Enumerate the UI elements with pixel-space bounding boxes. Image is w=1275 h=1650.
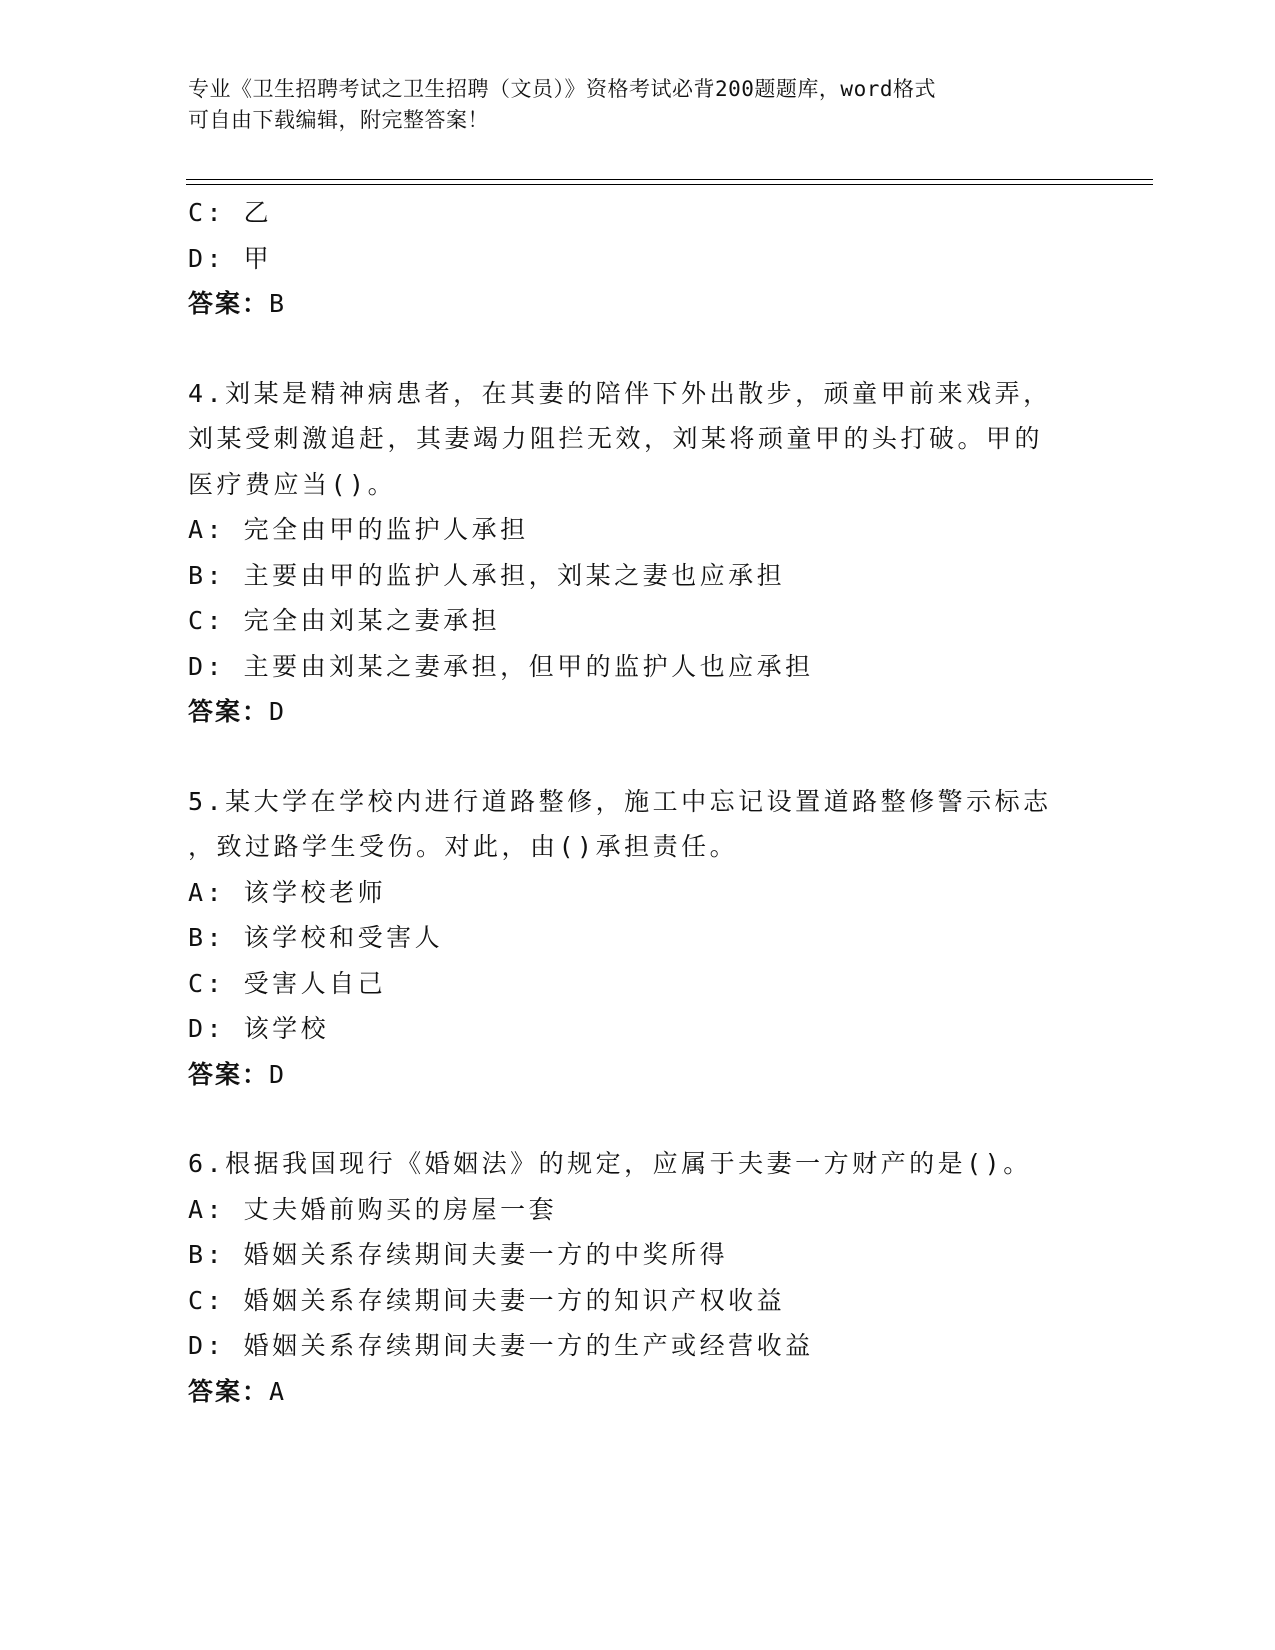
- document-header: [188, 74, 1088, 136]
- answer-line: [188, 281, 1088, 327]
- question-stem-line: 5.某大学在学校内进行道路整修，施工中忘记设置道路整修警示标志: [188, 786, 1052, 816]
- option-a: A: 完全由甲的监护人承担: [188, 515, 529, 544]
- answer-value: D: [269, 697, 287, 726]
- option-b: B: 该学校和受害人: [188, 923, 444, 952]
- question-stem-line: ，致过路学生受伤。对此，由()承担责任。: [188, 832, 739, 861]
- question-stem-line: 刘某受刺激追赶，其妻竭力阻拦无效，刘某将顽童甲的头打破。甲的: [188, 424, 1044, 453]
- option-d: D: 婚姻关系存续期间夫妻一方的生产或经营收益: [188, 1331, 814, 1360]
- question-block-4: [188, 371, 1088, 735]
- answer-label: 答案：: [188, 1059, 270, 1089]
- answer-line: [188, 689, 1088, 735]
- question-block-6: [188, 1141, 1088, 1414]
- spacer: [188, 735, 1088, 779]
- option-c: C: 婚姻关系存续期间夫妻一方的知识产权收益: [188, 1285, 786, 1315]
- question-block-5: [188, 779, 1088, 1098]
- spacer: [188, 327, 1088, 371]
- option-c: C: 受害人自己: [188, 968, 387, 998]
- header-divider-top: [186, 179, 1153, 180]
- option-a: A: 该学校老师: [188, 877, 387, 907]
- question-stem-line: 6.根据我国现行《婚姻法》的规定，应属于夫妻一方财产的是()。: [188, 1149, 1032, 1178]
- option-b: B: 婚姻关系存续期间夫妻一方的中奖所得: [188, 1240, 729, 1269]
- answer-value: D: [269, 1059, 287, 1089]
- question-content: [188, 190, 1088, 1414]
- answer-value: B: [269, 289, 287, 318]
- header-line-2: 可自由下载编辑，附完整答案！: [188, 108, 489, 132]
- option-c: C: 完全由刘某之妻承担: [188, 606, 501, 635]
- answer-line: [188, 1052, 1088, 1098]
- option-a: A: 丈夫婚前购买的房屋一套: [188, 1194, 558, 1224]
- option-c: C: 乙: [188, 198, 273, 227]
- option-d: D: 主要由刘某之妻承担，但甲的监护人也应承担: [188, 651, 814, 681]
- answer-label: 答案：: [188, 1376, 270, 1406]
- spacer: [188, 1097, 1088, 1141]
- answer-line: [188, 1369, 1088, 1415]
- option-d: D: 甲: [188, 243, 273, 273]
- option-b: B: 主要由甲的监护人承担，刘某之妻也应承担: [188, 560, 786, 590]
- question-stem-line: 4.刘某是精神病患者，在其妻的陪伴下外出散步，顽童甲前来戏弄，: [188, 378, 1052, 408]
- question-stem-line: 医疗费应当()。: [188, 469, 397, 499]
- header-line-1: 专业《卫生招聘考试之卫生招聘（文员）》资格考试必背200题题库，word格式: [188, 77, 936, 101]
- answer-value: A: [269, 1376, 287, 1406]
- prev-question-block: [188, 190, 1088, 327]
- answer-label: 答案：: [188, 289, 270, 318]
- header-divider-bottom: [186, 184, 1153, 185]
- option-d: D: 该学校: [188, 1014, 330, 1043]
- answer-label: 答案：: [188, 697, 270, 726]
